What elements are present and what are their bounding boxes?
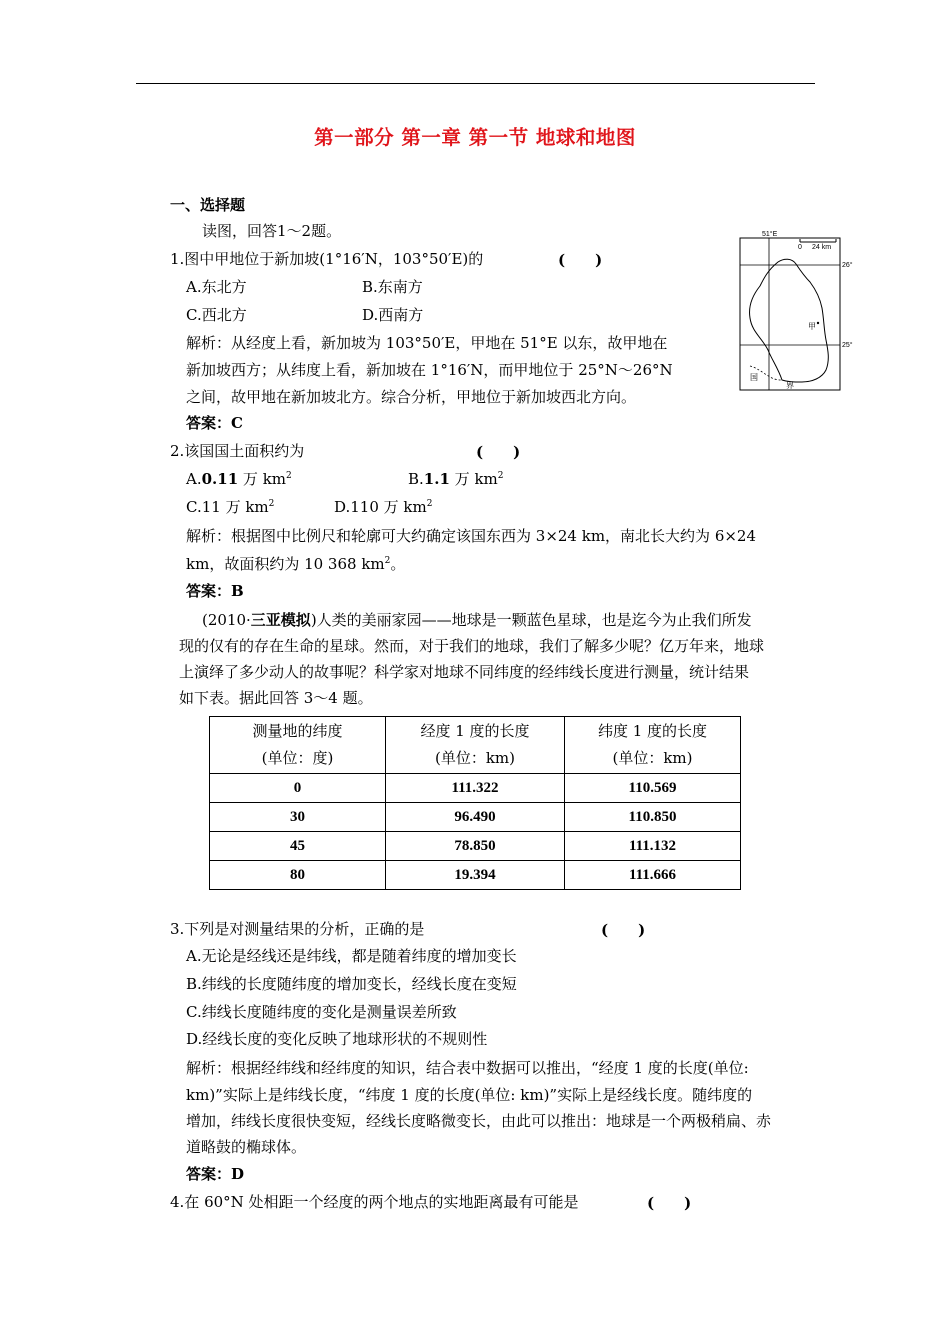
table-cell: 30 (210, 803, 386, 832)
scale-distance-label: 24 km (812, 244, 832, 251)
question-2-analysis-line-1: 解析：根据图中比例尺和轮廓可大约确定该国东西为 3×24 km，南北长大约为 6×24 (186, 527, 757, 545)
longitude-label: 51°E (762, 231, 778, 238)
passage-line-4: 如下表。据此回答 3～4 题。 (179, 689, 373, 707)
question-1-option-c: C.西北方 (186, 306, 247, 324)
question-1-analysis-line-1: 解析：从经度上看，新加坡为 103°50′E，甲地在 51°E 以东，故甲地在 (186, 334, 668, 352)
question-3-option-a: A.无论是经线还是纬线，都是随着纬度的增加变长 (186, 947, 517, 965)
latitude-26-label: 26° (842, 262, 853, 269)
question-2-answer-blank: ( ) (476, 443, 521, 461)
table-row (210, 803, 741, 832)
question-3-option-d: D.经线长度的变化反映了地球形状的不规则性 (186, 1030, 488, 1048)
border-label-guo: 国 (750, 373, 758, 382)
question-2-option-c: C.11 万 $km^2$ (186, 498, 275, 516)
section-heading: 一、选择题 (170, 196, 246, 214)
measurement-table (209, 716, 741, 890)
question-1-option-d: D.西南方 (362, 306, 424, 324)
question-1-answer: 答案：C (186, 414, 243, 432)
table-cell: 80 (210, 861, 386, 890)
passage-line-3: 上演绎了多少动人的故事呢？科学家对地球不同纬度的经纬线长度进行测量，统计结果 (179, 663, 750, 681)
question-1-option-b: B.东南方 (362, 278, 423, 296)
page-title: 第一部分 第一章 第一节 地球和地图 (314, 126, 636, 149)
question-2-option-b: B.1.1 万 $km^2$ (408, 470, 504, 488)
question-3-analysis-line-4: 道略鼓的椭球体。 (186, 1138, 307, 1156)
passage-line-1: (2010·三亚模拟)人类的美丽家园——地球是一颗蓝色星球，也是迄今为止我们所发 (202, 611, 752, 629)
latitude-25-label: 25° (842, 342, 853, 349)
question-3-answer: 答案：D (186, 1165, 245, 1183)
question-3-answer-blank: ( ) (601, 921, 646, 939)
table-header-longitude-degree: 经度 1 度的长度 (单位：km) (386, 717, 565, 774)
table-cell: 0 (210, 774, 386, 803)
question-3-analysis-line-3: 增加，纬线长度很快变短，经线长度略微变长，由此可以推出：地球是一个两极稍扁、赤 (186, 1112, 772, 1130)
question-1-analysis-line-3: 之间，故甲地在新加坡北方。综合分析，甲地位于新加坡西北方向。 (186, 388, 637, 406)
question-2-option-d: D.110 万 $km^2$ (334, 498, 433, 516)
country-outline-map (738, 228, 868, 394)
country-coastline (749, 259, 828, 382)
intro-questions-1-2: 读图，回答1～2题。 (202, 222, 342, 240)
table-cell: 78.850 (386, 832, 565, 861)
table-cell: 110.850 (565, 803, 741, 832)
table-header-latitude: 测量地的纬度 (单位：度) (210, 717, 386, 774)
map-frame (740, 238, 840, 390)
question-4-answer-blank: ( ) (647, 1194, 692, 1212)
question-1-option-a: A.东北方 (186, 278, 247, 296)
table-header-row (210, 717, 741, 774)
question-3-analysis-line-1: 解析：根据经纬线和经纬度的知识，结合表中数据可以推出，“经度 1 度的长度(单位: (186, 1059, 749, 1077)
table-row (210, 774, 741, 803)
border-label-jie: 界 (786, 381, 794, 390)
question-3-option-b: B.纬线的长度随纬度的增加变长，经线长度在变短 (186, 975, 517, 993)
question-4-stem: 4.在 60°N 处相距一个经度的两个地点的实地距离最有可能是 (170, 1193, 579, 1211)
question-2-analysis-line-2: km，故面积约为 10 368 $km^2$。 (186, 555, 406, 573)
table-row (210, 861, 741, 890)
table-cell: 111.322 (386, 774, 565, 803)
table-cell: 96.490 (386, 803, 565, 832)
question-1-answer-blank: ( ) (558, 251, 603, 269)
question-2-answer: 答案：B (186, 582, 244, 600)
question-3-analysis-line-2: km)”实际上是纬线长度，“纬度 1 度的长度(单位: km)”实际上是经线长度。随纬度的 (186, 1086, 753, 1104)
table-header-latitude-degree: 纬度 1 度的长度 (单位：km) (565, 717, 741, 774)
question-1-analysis-line-2: 新加坡西方；从纬度上看，新加坡在 1°16′N，而甲地位于 25°N～26°N (186, 361, 673, 379)
passage-line-2: 现的仅有的存在生命的星球。然而，对于我们的地球，我们了解多少呢？亿万年来，地球 (179, 637, 765, 655)
table-cell: 111.132 (565, 832, 741, 861)
question-1-stem: 1.图中甲地位于新加坡(1°16′N，103°50′E)的 (170, 250, 484, 268)
question-2-stem: 2.该国国土面积约为 (170, 442, 305, 460)
question-2-option-a: A.0.11 万 $km^2$ (186, 470, 292, 488)
location-jia-marker (817, 322, 819, 324)
table-row (210, 832, 741, 861)
table-cell: 19.394 (386, 861, 565, 890)
question-3-stem: 3.下列是对测量结果的分析，正确的是 (170, 920, 425, 938)
table-cell: 110.569 (565, 774, 741, 803)
table-cell: 111.666 (565, 861, 741, 890)
place-jia-label: 甲 (808, 322, 816, 331)
header-rule (136, 83, 815, 84)
scale-zero-label: 0 (798, 244, 802, 251)
question-3-option-c: C.纬线长度随纬度的变化是测量误差所致 (186, 1003, 457, 1021)
table-cell: 45 (210, 832, 386, 861)
